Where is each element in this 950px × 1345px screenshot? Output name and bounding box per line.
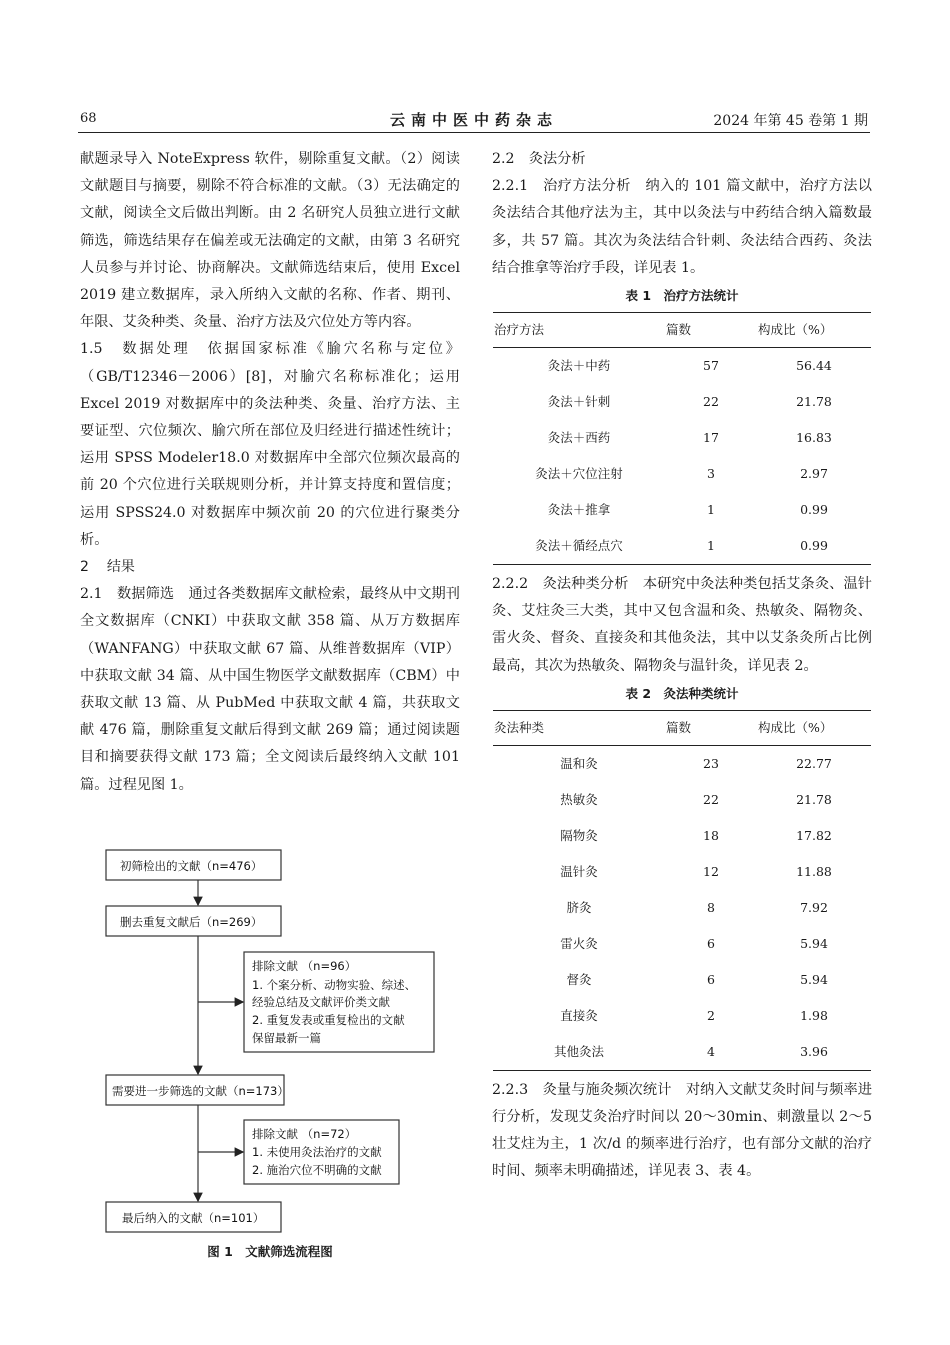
table-row [493,492,871,528]
section-heading-moxibustion: 2.2 灸法分析 [492,151,586,167]
table-moxibustion-types [493,710,871,1071]
table-cell: 雷火灸 [560,936,598,952]
table-cell: 22.77 [796,756,832,772]
section-title: 结果 [106,559,135,576]
table-cell: 1.98 [800,1008,828,1024]
flow-text-ex1-title: 排除文献 （n=96） [252,959,357,973]
table-row [493,456,871,492]
table-cell: 灸法＋针刺 [547,394,611,410]
table-cell: 灸法＋西药 [547,430,611,446]
right-column [492,146,872,1186]
table-row [493,998,871,1034]
table-cell: 18 [703,828,719,844]
table-cell: 0.99 [800,502,828,518]
table-cell: 其他灸法 [493,1034,665,1071]
flow-text-initial: 初筛检出的文献（n=476） [120,859,263,873]
figure-caption: 图 1 文献筛选流程图 [207,1244,333,1259]
paragraph-screening-steps: 献题录导入 NoteExpress 软件，剔除重复文献。（2）阅读文献题目与摘要，剔除不符合标准的文献。（3）无法确定的文献，阅读全文后做出判断。由 2 名研究人员独立进行文献筛选，筛选结果存在偏差或无法确定的文献，由第 3 名研究人员参与并讨论、协商解决。文献筛选结束后，使用 Excel 2019 建立数据库，录入所纳入文献的名称、作者、期刊、年限、艾灸种类、灸量、治疗方法及穴位处方等内容。 [80,151,460,331]
table2-caption: 表 2 灸法种类统计 [625,685,739,701]
table-cell: 2.97 [800,466,828,482]
table-header-row [493,710,871,745]
table-cell: 7.92 [800,900,828,916]
table-row [493,890,871,926]
table-row [493,962,871,998]
table-row [493,348,871,385]
table-cell: 23 [703,756,719,772]
paragraph-treatment-methods: 2.2.1 治疗方法分析 纳入的 101 篇文献中，治疗方法以灸法结合其他疗法为主，其中以灸法与中药结合纳入篇数最多，共 57 篇。其次为灸法结合针刺、灸法结合西药、灸法结合推拿等治疗手段，详见表 1。 [492,178,872,276]
table-row [493,854,871,890]
table-cell: 4 [665,1034,757,1071]
paragraph-dosage-frequency: 2.2.3 灸量与施灸频次统计 对纳入文献艾灸时间与频率进行分析，发现艾灸治疗时间以 20～30min、刺激量以 2～5 壮艾炷为主，1 次/d 的频率进行治疗，也有部分文献的治疗时间、频率未明确描述，详见表 3、表 4。 [492,1081,872,1180]
table-cell: 灸法＋循经点穴 [493,528,665,565]
flow-text-ex2-title: 排除文献 （n=72） [252,1127,357,1141]
table-cell: 隔物灸 [560,828,598,844]
page-number: 68 [80,111,97,126]
table-cell: 57 [703,358,719,374]
table-treatment-methods [493,312,871,565]
table-cell: 灸法＋中药 [547,358,611,374]
flow-text-final: 最后纳入的文献（n=101） [122,1211,265,1225]
table-cell: 12 [703,864,719,880]
flow-text-ex2-line2: 2. 施治穴位不明确的文献 [252,1163,382,1177]
table-header-cell: 灸法种类 [493,710,665,745]
table-cell: 6 [707,972,715,988]
table-row [493,420,871,456]
table-header-cell: 篇数 [665,710,757,745]
table-cell: 灸法＋推拿 [547,502,611,518]
table-cell: 热敏灸 [560,792,598,808]
table-cell: 56.44 [796,358,832,374]
table-row [493,384,871,420]
table-cell: 11.88 [796,864,832,880]
table-cell: 6 [707,936,715,952]
table-cell: 21.78 [796,792,832,808]
table-cell: 督灸 [566,972,592,988]
table-cell: 8 [707,900,715,916]
table-header-cell: 构成比（%） [757,710,871,745]
table-row [493,926,871,962]
flowchart [90,848,450,1248]
paragraph-moxibustion-types: 2.2.2 灸法种类分析 本研究中灸法种类包括艾条灸、温针灸、艾炷灸三大类，其中又包含温和灸、热敏灸、隔物灸、雷火灸、督灸、直接灸和其他灸法，其中以艾条灸所占比例最高，其次为热敏灸、隔物灸与温针灸，详见表 2。 [492,576,872,674]
paragraph-data-screening: 2.1 数据筛选 通过各类数据库文献检索，最终从中文期刊全文数据库（CNKI）中获取文献 358 篇、从万方数据库（WANFANG）中获取文献 67 篇、从维普数据库（VIP）中获取文献 34 篇、从中国生物医学文献数据库（CBM）中获取文献 13 篇、从 PubMed 中获取文献 4 篇，共获取文献 476 篇，删除重复文献后得到文献 269 篇；通过阅读题目和摘要获得文献 173 篇；全文阅读后最终纳入文献 101 篇。过程见图 1。 [80,586,460,793]
table-cell: 1 [665,528,757,565]
table1-caption: 表 1 治疗方法统计 [625,288,739,304]
flow-text-ex1-line1: 1. 个案分析、动物实验、综述、 [252,978,417,992]
table-cell: 温和灸 [560,756,598,772]
table-row [493,818,871,854]
flow-text-further: 需要进一步筛选的文献（n=173） [112,1084,289,1098]
section-results-heading [80,554,460,581]
table-row [493,745,871,782]
table-cell: 16.83 [796,430,832,446]
table-cell: 21.78 [796,394,832,410]
table-header-cell: 篇数 [665,313,757,348]
flow-text-ex1-line4: 保留最新一篇 [252,1031,321,1045]
flow-text-ex1-line2: 经验总结及文献评价类文献 [252,995,390,1009]
flow-text-deduplicated: 删去重复文献后（n=269） [120,915,263,929]
left-column [80,146,460,799]
flow-text-ex1-line3: 2. 重复发表或重复检出的文献 [252,1013,405,1027]
table-cell: 5.94 [800,936,828,952]
paragraph-data-processing: 1.5 数据处理 依据国家标准《腧穴名称与定位》（GB/T12346－2006）[8]，对腧穴名称标准化；运用 Excel 2019 对数据库中的灸法种类、灸量、治疗方法、主要证型、穴位频次、腧穴所在部位及归经进行描述性统计；运用 SPSS Modeler18.0 对数据库中全部穴位频次最高的前 20 个穴位进行关联规则分析，并计算支持度和置信度；运用 SPSS24.0 对数据库中频次前 20 的穴位进行聚类分析。 [80,341,460,548]
table-cell: 0.99 [757,528,871,565]
issue-info: 2024 年第 45 卷第 1 期 [713,113,868,129]
table-cell: 直接灸 [560,1008,598,1024]
table-cell: 22 [703,792,719,808]
page-header [78,108,870,133]
table-cell: 17 [703,430,719,446]
section-number: 2 [80,559,89,576]
journal-title: 云南中医中药杂志 [389,111,558,129]
table-cell: 17.82 [796,828,832,844]
table-header-cell: 治疗方法 [493,313,665,348]
table-cell: 22 [703,394,719,410]
table-cell: 灸法＋穴位注射 [535,466,623,482]
table-cell: 3 [707,466,715,482]
table-cell: 5.94 [800,972,828,988]
table-header-cell: 构成比（%） [757,313,871,348]
table-cell: 3.96 [757,1034,871,1071]
table-row [493,1034,871,1071]
table-row [493,782,871,818]
table-cell: 2 [707,1008,715,1024]
table-cell: 脐灸 [566,900,592,916]
table-cell: 1 [707,502,715,518]
table-header-row [493,313,871,348]
flow-text-ex2-line1: 1. 未使用灸法治疗的文献 [252,1145,382,1159]
table-cell: 温针灸 [560,864,598,880]
table-row [493,528,871,565]
